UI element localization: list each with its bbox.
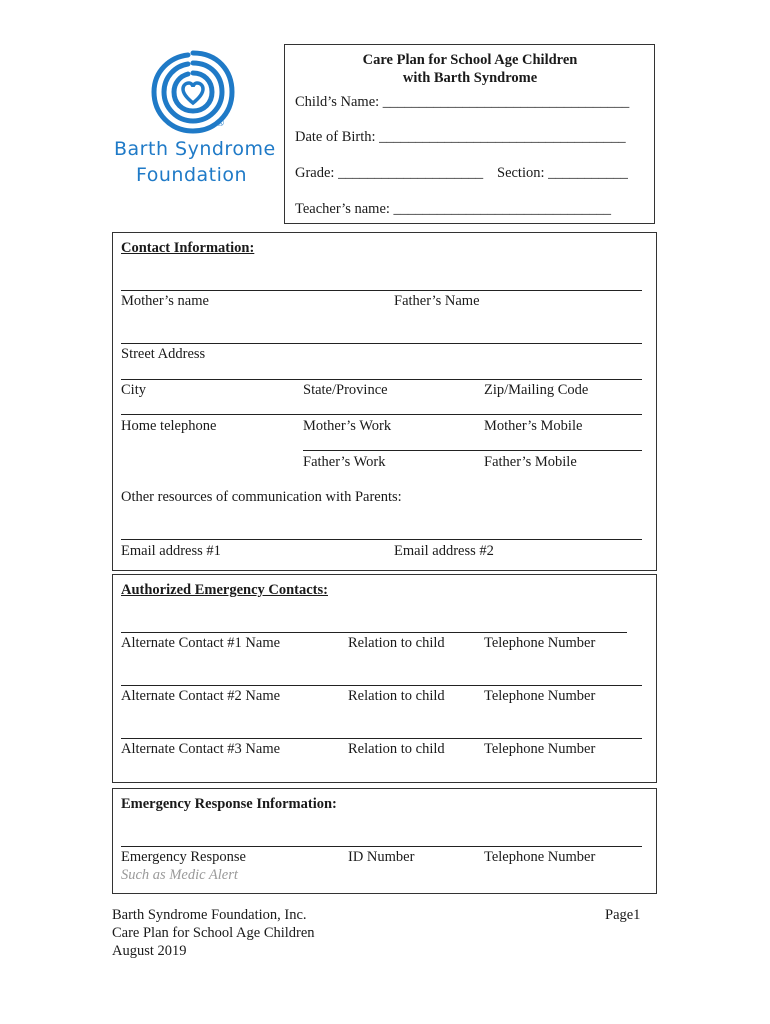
fathers-phone-line[interactable] [303, 450, 642, 451]
state-label: State/Province [303, 382, 388, 398]
contact-1-relation-label: Relation to child [348, 635, 445, 651]
emergency-response-label: Emergency Response [121, 849, 246, 865]
contact-2-name-label: Alternate Contact #2 Name [121, 688, 281, 704]
emergency-response-hint: Such as Medic Alert [121, 867, 238, 883]
spiral-heart-icon [148, 47, 238, 137]
fathers-work-label: Father’s Work [303, 454, 386, 470]
contact-2-phone-label: Telephone Number [484, 688, 596, 704]
logo-line-1: Barth Syndrome [114, 138, 276, 160]
email-line[interactable] [121, 539, 642, 540]
footer-title: Care Plan for School Age Children [112, 925, 315, 941]
city-line[interactable] [121, 379, 642, 380]
contact-info-heading: Contact Information: [121, 240, 255, 256]
street-line[interactable] [121, 343, 642, 344]
footer-date: August 2019 [112, 943, 187, 959]
contact-3-phone-label: Telephone Number [484, 741, 596, 757]
grade-field[interactable]: Grade: ____________________ [295, 165, 484, 181]
section-field[interactable]: Section: ___________ [497, 165, 628, 181]
name-line[interactable] [121, 290, 642, 291]
contact-2-relation-label: Relation to child [348, 688, 445, 704]
telephone-line[interactable] [121, 414, 642, 415]
page-title-line-2: with Barth Syndrome [402, 70, 538, 86]
contact-info-box [112, 232, 657, 571]
teacher-name-field[interactable]: Teacher’s name: ______________________________ [295, 201, 612, 217]
mothers-work-label: Mother’s Work [303, 418, 392, 434]
id-number-label: ID Number [348, 849, 415, 865]
contact-3-line[interactable] [121, 738, 642, 739]
fathers-mobile-label: Father’s Mobile [484, 454, 577, 470]
city-label: City [121, 382, 146, 398]
emergency-response-line[interactable] [121, 846, 642, 847]
contact-1-phone-label: Telephone Number [484, 635, 596, 651]
other-resources-label: Other resources of communication with Parents: [121, 489, 402, 505]
emergency-phone-label: Telephone Number [484, 849, 596, 865]
foundation-logo [110, 45, 276, 195]
mothers-mobile-label: Mother’s Mobile [484, 418, 583, 434]
page-number: Page1 [605, 907, 641, 923]
zip-label: Zip/Mailing Code [484, 382, 589, 398]
street-address-label: Street Address [121, 346, 206, 362]
dob-field[interactable]: Date of Birth: __________________________________ [295, 129, 626, 145]
footer-org: Barth Syndrome Foundation, Inc. [112, 907, 307, 923]
contact-3-relation-label: Relation to child [348, 741, 445, 757]
home-telephone-label: Home telephone [121, 418, 217, 434]
emergency-contacts-heading: Authorized Emergency Contacts: [121, 582, 328, 598]
childs-name-field[interactable]: Child’s Name: __________________________________ [295, 94, 630, 110]
contact-2-line[interactable] [121, 685, 642, 686]
contact-3-name-label: Alternate Contact #3 Name [121, 741, 281, 757]
fathers-name-label: Father’s Name [394, 293, 480, 309]
email-2-label: Email address #2 [394, 543, 494, 559]
page-title-line-1: Care Plan for School Age Children [362, 52, 578, 68]
contact-1-name-label: Alternate Contact #1 Name [121, 635, 281, 651]
contact-1-line[interactable] [121, 632, 627, 633]
logo-line-2: Foundation [136, 164, 248, 186]
emergency-response-heading: Emergency Response Information: [121, 796, 337, 812]
email-1-label: Email address #1 [121, 543, 221, 559]
registered-mark: ® [216, 117, 225, 129]
mothers-name-label: Mother’s name [121, 293, 209, 309]
